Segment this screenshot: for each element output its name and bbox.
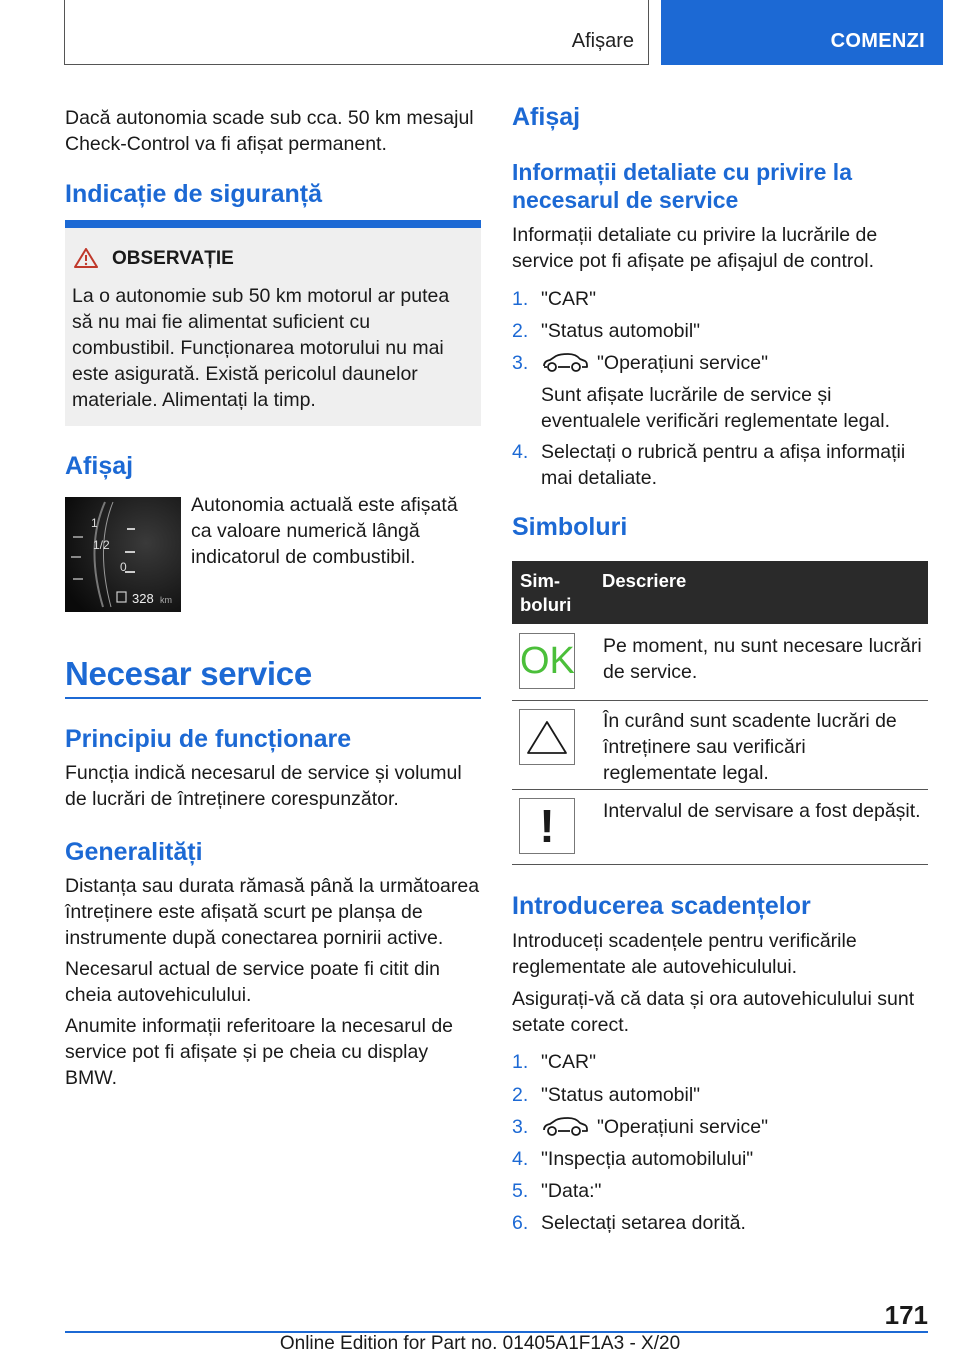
general-heading: Generalități <box>65 838 203 866</box>
step-number: 3. <box>512 1116 529 1138</box>
service-rule <box>65 697 481 699</box>
display-heading-left: Afișaj <box>65 452 134 480</box>
step-text: "CAR" <box>541 288 597 310</box>
step-number: 4. <box>512 441 529 463</box>
table-row-description: Pe moment, nu sunt necesare lucrări de service. <box>603 635 922 683</box>
general-paragraph-3: Anumite informații referitoare la necesarul de service pot fi afișate și pe cheia cu display BMW. <box>65 1015 454 1089</box>
symbols-heading: Simboluri <box>512 513 628 541</box>
svg-text:1/2: 1/2 <box>93 538 110 552</box>
page-number: 171 <box>884 1300 928 1330</box>
general-paragraph-1: Distanța sau durata rămasă până la următoarea întreținere este afișată scurt pe planșa de instrumente după conectarea pornirii active. <box>65 875 480 949</box>
note-label: OBSERVAȚIE <box>112 248 234 269</box>
step-number: 1. <box>512 288 529 310</box>
step-text: "Inspecția automobilului" <box>541 1148 754 1170</box>
step-text: "Status automobil" <box>541 320 701 342</box>
table-divider <box>512 864 928 865</box>
deadlines-paragraph-2: Asigurați-vă că data și ora autovehiculului sunt setate corect. <box>512 988 915 1036</box>
footer-edition: Online Edition for Part no. 01405A1F1A3 - X/20 <box>279 1333 681 1354</box>
general-paragraph-2: Necesarul actual de service poate fi citit din cheia autovehiculului. <box>65 958 441 1006</box>
principle-text: Funcția indică necesarul de service și volumul de lucrări de întreținere corespunzător. <box>65 762 462 810</box>
safety-note-box <box>65 228 481 426</box>
car-service-icon <box>541 1116 589 1138</box>
ok-icon: OK <box>519 633 575 689</box>
warning-icon <box>74 248 98 268</box>
step-text: "Operațiuni service" <box>597 352 768 374</box>
note-text: La o autonomie sub 50 km motorul ar putea să nu mai fie alimentat suficient cu combustibil. Funcționarea motorului nu mai este asigurată. Există pericolul daunelor materiale. Alimentați la timp. <box>72 285 450 411</box>
fuel-gauge-graphic <box>65 497 181 612</box>
symbols-table-header <box>512 561 928 624</box>
safety-heading: Indicație de siguranță <box>65 180 323 208</box>
step-number: 5. <box>512 1180 529 1202</box>
step-number: 3. <box>512 352 529 374</box>
step-detail: Sunt afișate lucrările de service și eventualele verificări reglementate legal. <box>541 384 891 432</box>
car-service-icon <box>541 352 589 374</box>
display-text-left: Autonomia actuală este afișată ca valoare numerică lângă indicatorul de combustibil. <box>191 494 458 568</box>
warning-triangle-icon <box>519 709 575 765</box>
table-divider <box>512 700 928 701</box>
chapter-tab <box>661 0 943 65</box>
deadlines-heading: Introducerea scadențelor <box>512 892 811 920</box>
table-row-description: Intervalul de servisare a fost depășit. <box>603 800 921 822</box>
step-number: 4. <box>512 1148 529 1170</box>
section-tab <box>64 0 649 65</box>
table-divider <box>512 789 928 790</box>
step-number: 2. <box>512 320 529 342</box>
step-text: Selectați setarea dorită. <box>541 1212 746 1234</box>
fuel-gauge-image <box>65 497 181 612</box>
safety-rule <box>65 220 481 228</box>
step-text: "Status automobil" <box>541 1084 701 1106</box>
detail-text: Informații detaliate cu privire la lucrările de service pot fi afișate pe afișajul de control. <box>512 224 878 272</box>
svg-text:328: 328 <box>132 591 154 606</box>
step-text: "Data:" <box>541 1180 602 1202</box>
principle-heading: Principiu de funcționare <box>65 725 352 753</box>
step-text: "CAR" <box>541 1051 597 1073</box>
step-number: 6. <box>512 1212 529 1234</box>
step-number: 2. <box>512 1084 529 1106</box>
section-tab-label: Afișare <box>571 30 634 52</box>
deadlines-paragraph-1: Introduceți scadențele pentru verificările reglementate ale autovehiculului. <box>512 930 857 978</box>
exclamation-icon: ! <box>519 798 575 854</box>
service-heading: Necesar service <box>65 655 312 692</box>
step-number: 1. <box>512 1051 529 1073</box>
table-header-description: Descriere <box>602 570 687 591</box>
display-heading-right: Afișaj <box>512 103 581 131</box>
chapter-tab-label: COMENZI <box>830 30 925 52</box>
table-row-description: În curând sunt scadente lucrări de întreținere sau verificări reglementate legal. <box>603 710 897 784</box>
detail-heading: Informații detaliate cu privire la necesarul de service <box>512 159 852 213</box>
table-header-symbols: Sim-boluri <box>520 570 572 615</box>
svg-text:km: km <box>160 595 172 605</box>
svg-text:0: 0 <box>120 560 127 574</box>
step-text: Selectați o rubrică pentru a afișa informații mai detaliate. <box>541 441 906 489</box>
intro-paragraph: Dacă autonomia scade sub cca. 50 km mesajul Check-Control va fi afișat permanent. <box>65 107 474 155</box>
step-text: "Operațiuni service" <box>597 1116 768 1138</box>
svg-text:1: 1 <box>91 516 98 530</box>
